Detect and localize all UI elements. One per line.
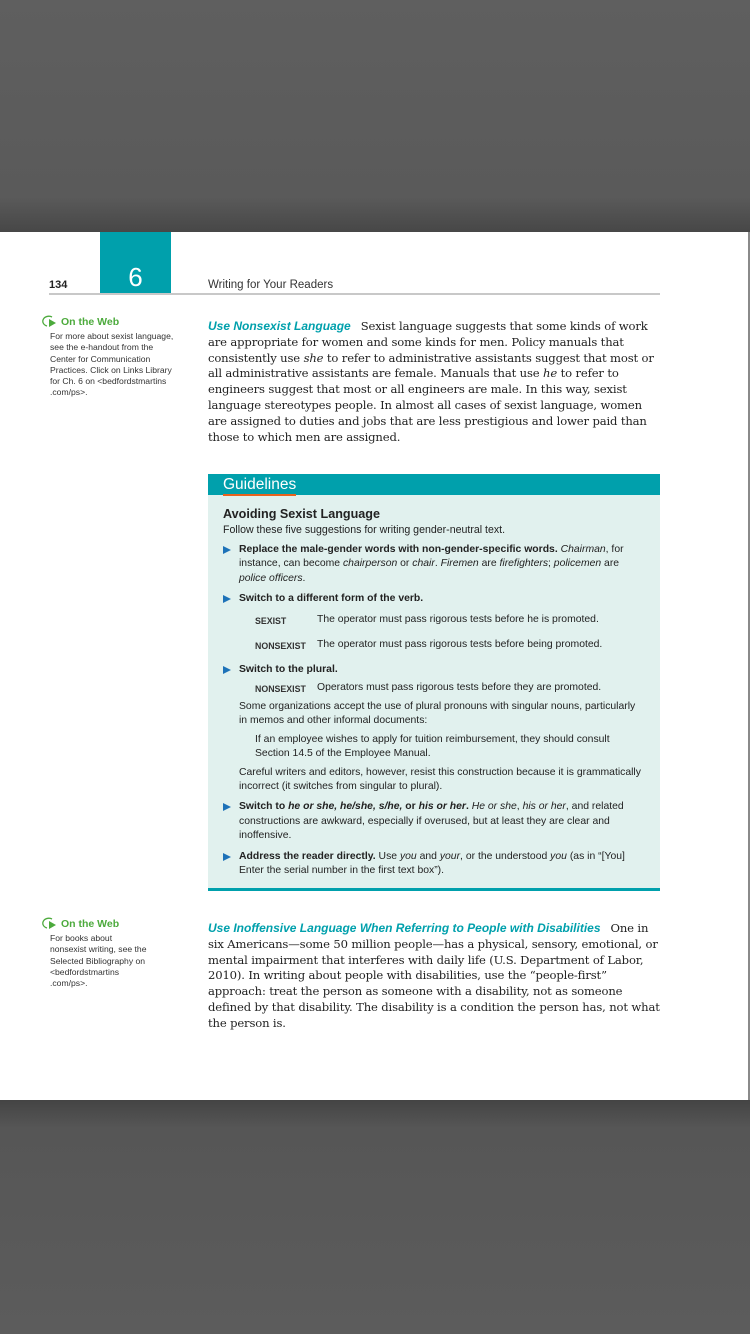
sidebar-note-title: On the Web xyxy=(61,316,120,328)
body-text: to refer to administrative assistants suggest that most or all administrative assistants are female. Manuals that use xyxy=(208,350,654,381)
sidebar-line: Selected Bibliography on xyxy=(50,955,146,966)
web-arrow-icon xyxy=(41,916,61,932)
triangle-bullet-icon xyxy=(223,853,231,861)
sidebar-note-title-row xyxy=(41,314,191,330)
example-text: Operators must pass rigorous tests before they are promoted. xyxy=(317,682,602,694)
example-row xyxy=(255,613,644,628)
guideline-paragraph: Some organizations accept the use of plural pronouns with singular nouns, particularly in memos and other informal documents: xyxy=(239,701,636,727)
example-tag: NONSEXIST xyxy=(255,640,306,651)
sidebar-note-body xyxy=(50,331,191,399)
sidebar-note-title: On the Web xyxy=(61,918,120,930)
text-italic: you xyxy=(550,850,567,862)
text-italic: chair xyxy=(412,558,435,570)
sidebar-line: see the e-handout from the xyxy=(50,342,154,353)
text: . xyxy=(434,558,441,570)
text-italic: his or her xyxy=(522,801,566,813)
sidebar-link-line[interactable]: .com/ps>. xyxy=(50,387,88,398)
guideline-item xyxy=(223,663,644,795)
body-text: Sexist language suggests that some kinds of work are appropriate for women and some kinds for men. Policy manuals that consistently use xyxy=(208,319,648,365)
running-head: Writing for Your Readers xyxy=(208,279,334,291)
text: , xyxy=(516,801,523,813)
text-italic: his or her xyxy=(418,801,466,813)
guideline-item xyxy=(223,850,644,879)
guideline-item xyxy=(223,800,644,843)
section-heading: Use Inoffensive Language When Referring to People with Disabilities xyxy=(208,921,601,935)
text-italic: Chairman xyxy=(560,544,606,555)
text-italic: firefighters xyxy=(499,558,549,570)
sidebar-note-on-the-web xyxy=(41,314,191,399)
web-arrow-icon xyxy=(41,314,61,330)
sidebar-line: Practices. Click on Links Library xyxy=(50,364,172,375)
guideline-item xyxy=(223,592,644,652)
guidelines-label: Guidelines xyxy=(223,476,296,496)
guideline-paragraph: Careful writers and editors, however, resist this construction because it is grammatically incorrect (it switches from singular to plural). xyxy=(239,766,641,793)
text: ; xyxy=(548,558,554,570)
example-text: The operator must pass rigorous tests before he is promoted. xyxy=(317,613,599,625)
example-tag: SEXIST xyxy=(255,615,287,626)
guideline-lead xyxy=(239,801,469,812)
triangle-bullet-icon xyxy=(223,666,231,674)
body-text-italic: she xyxy=(303,350,324,365)
guidelines-intro: Follow these five suggestions for writing gender-neutral text. xyxy=(223,524,506,536)
section-nonsexist-language xyxy=(208,319,660,445)
text: . xyxy=(465,801,469,813)
text-italic: policemen xyxy=(553,558,602,570)
text: are xyxy=(478,558,500,570)
text-italic: he or she, he/she, s/he, xyxy=(288,801,403,813)
text: are xyxy=(601,558,620,570)
guidelines-box xyxy=(208,474,660,891)
text-italic: police officers xyxy=(239,572,303,584)
viewer-background-bottom xyxy=(0,1100,750,1334)
sidebar-line: For more about sexist language, xyxy=(50,331,174,341)
chapter-number: 6 xyxy=(128,262,143,292)
example-tag: NONSEXIST xyxy=(255,684,306,695)
guidelines-content xyxy=(208,495,660,879)
text-italic: you xyxy=(399,850,417,862)
guidelines-header xyxy=(208,474,660,495)
example-row xyxy=(255,681,644,696)
text: , or the understood xyxy=(460,850,551,862)
example-text: The operator must pass rigorous tests before being promoted. xyxy=(317,638,603,650)
text: and xyxy=(416,850,440,862)
viewer-background-top xyxy=(0,0,750,232)
triangle-bullet-icon xyxy=(223,803,231,811)
guideline-quote: If an employee wishes to apply for tuition reimbursement, they should consult Section 14.5 of the Employee Manual. xyxy=(255,733,610,760)
text-italic: He or she xyxy=(471,801,517,813)
sidebar-link-line[interactable]: .com/ps>. xyxy=(50,978,88,989)
text: . xyxy=(302,572,306,584)
sidebar-note-body xyxy=(50,933,191,989)
body-text-italic: he xyxy=(543,366,558,381)
guidelines-title: Avoiding Sexist Language xyxy=(223,507,380,521)
triangle-bullet-icon xyxy=(223,595,231,603)
sidebar-line: For books about xyxy=(50,933,113,943)
sidebar-note-title-row xyxy=(41,916,191,932)
guideline-lead: Switch to a different form of the verb. xyxy=(239,593,424,605)
sidebar-note-on-the-web xyxy=(41,916,191,989)
text: (as in “[You] Enter the serial number in the first text box”). xyxy=(239,850,625,877)
text: or xyxy=(402,801,419,813)
text: , and related constructions are awkward, especially if overused, but at least they are clear and inoffensive. xyxy=(239,801,624,842)
sidebar-link-line[interactable]: <bedfordstmartins xyxy=(50,966,120,977)
guideline-lead: Address the reader directly. xyxy=(239,850,376,862)
example-row xyxy=(255,638,644,653)
section-heading: Use Nonsexist Language xyxy=(208,319,351,333)
triangle-bullet-icon xyxy=(223,546,231,554)
section-disabilities-language xyxy=(208,921,660,1032)
guideline-lead: Switch to the plural. xyxy=(239,663,338,675)
text: Use xyxy=(375,850,400,862)
header-rule xyxy=(49,293,660,295)
page-number: 134 xyxy=(49,279,68,291)
text-italic: chairperson xyxy=(342,558,398,570)
guideline-lead: Replace the male-gender words with non-gender-specific words. xyxy=(239,544,558,555)
text: , for instance, can become xyxy=(239,544,624,570)
text-italic: your xyxy=(439,850,461,862)
text: Switch to xyxy=(239,801,289,813)
body-text: One in six Americans—some 50 million people—has a physical, sensory, emotional, or mental impairment that interferes with daily life (U.S. Department of Labor, 2010). In writing about people with disabilities, use the “people-first” approach: treat the person as someone with a disability, not as someone defined by that disability. The disability is a condition the person has, not what the person is. xyxy=(208,921,660,1030)
text: or xyxy=(397,558,413,570)
book-page xyxy=(0,232,750,1100)
body-text: to refer to engineers suggest that most or all engineers are male. In this way, sexist language stereotypes people. In almost all cases of sexist language, women are assigned to duties and jobs that are less prestigious and lower paid than those to which men are assigned. xyxy=(208,366,647,444)
sidebar-line: Center for Communication xyxy=(50,353,151,364)
text-italic: Firemen xyxy=(440,558,479,570)
guideline-item xyxy=(223,543,644,586)
sidebar-link-line[interactable]: for Ch. 6 on <bedfordstmartins xyxy=(50,376,167,387)
chapter-tab xyxy=(100,232,171,293)
sidebar-line: nonsexist writing, see the xyxy=(50,944,147,955)
